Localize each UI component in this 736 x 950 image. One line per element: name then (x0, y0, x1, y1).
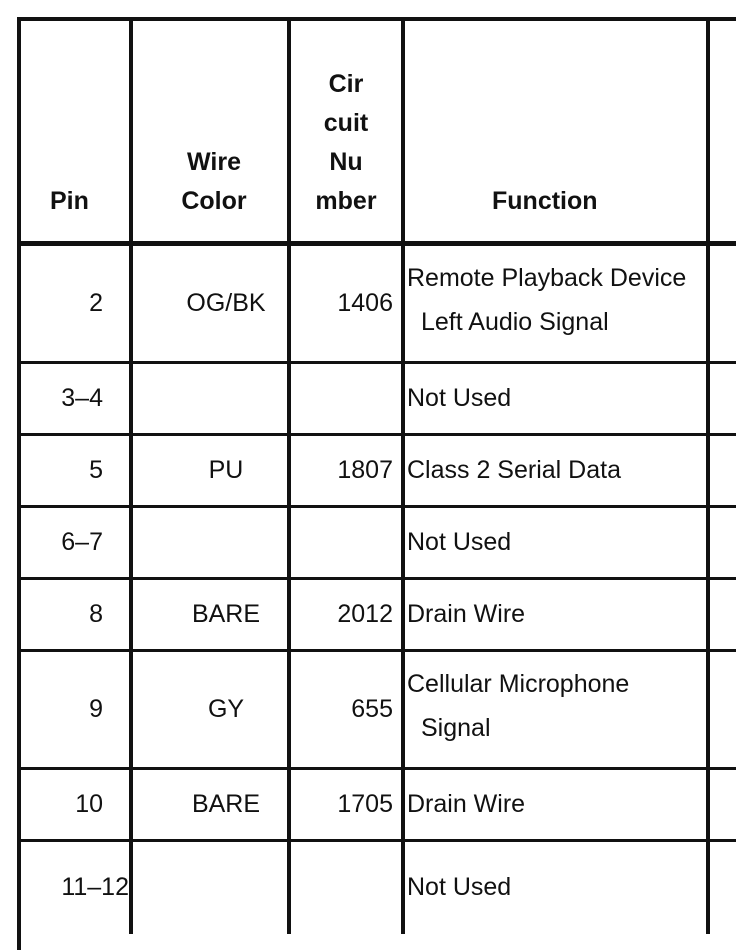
wire-color-cell (133, 652, 291, 767)
function-cell (405, 770, 710, 839)
pin-cell (21, 364, 133, 433)
circuit-number-value: 1406 (337, 288, 393, 317)
function-value: Not Used (407, 527, 512, 556)
table-row (21, 580, 736, 652)
function-cell (405, 508, 710, 577)
circuit-number-cell (291, 508, 405, 577)
wire-color-cell (133, 842, 291, 934)
wire-color-cell (133, 246, 291, 361)
wire-color-value: OG/BK (186, 288, 266, 317)
function-value: Class 2 Serial Data (407, 455, 621, 484)
circuit-number-cell (291, 436, 405, 505)
wire-color-column-header (133, 21, 291, 241)
wire-color-value: GY (207, 694, 245, 723)
wire-color-cell (133, 770, 291, 839)
function-value (405, 246, 706, 361)
wire-color-value: PU (208, 455, 244, 484)
pin-value: 9 (89, 694, 103, 723)
pin-value: 11–12 (61, 873, 129, 902)
pin-cell (21, 246, 133, 361)
connector-pinout-table (17, 17, 736, 950)
wire-color-cell (133, 364, 291, 433)
table-row (21, 364, 736, 436)
table-row (21, 842, 736, 934)
circuit-number-cell (291, 246, 405, 361)
function-cell (405, 652, 710, 767)
table-row (21, 770, 736, 842)
pin-header-label: Pin (50, 187, 89, 215)
wire-color-value: BARE (191, 599, 261, 628)
function-line-2: Left Audio Signal (421, 307, 609, 336)
circuit-number-value: 655 (351, 694, 393, 723)
pin-cell (21, 842, 133, 934)
circuit-number-cell (291, 364, 405, 433)
function-value: Not Used (407, 383, 512, 412)
function-column-header (405, 21, 710, 241)
table-row (21, 652, 736, 770)
pin-cell (21, 652, 133, 767)
table-header-row (21, 21, 736, 246)
table-row (21, 436, 736, 508)
pin-cell (21, 580, 133, 649)
table-row (21, 246, 736, 364)
pin-value: 3–4 (61, 383, 103, 412)
function-cell (405, 580, 710, 649)
function-cell (405, 364, 710, 433)
pin-cell (21, 436, 133, 505)
function-cell (405, 436, 710, 505)
function-header-label: Function (492, 187, 598, 215)
pin-value: 10 (75, 789, 103, 818)
pin-value: 6–7 (61, 527, 103, 556)
function-value: Drain Wire (407, 599, 526, 628)
circuit-number-header-label: Cir cuit Nu mber (315, 70, 377, 215)
function-value (405, 652, 706, 767)
circuit-number-value: 1807 (337, 455, 393, 484)
function-line-1: Cellular Microphone (407, 669, 630, 698)
function-line-2: Signal (421, 713, 491, 742)
circuit-number-column-header (291, 21, 405, 241)
pin-cell (21, 508, 133, 577)
function-value: Drain Wire (407, 789, 526, 818)
wire-color-header-label: Wire Color (181, 148, 247, 215)
function-cell (405, 246, 710, 361)
wire-color-value: BARE (191, 789, 261, 818)
circuit-number-cell (291, 842, 405, 934)
wire-color-cell (133, 508, 291, 577)
table-row (21, 508, 736, 580)
pin-value: 2 (89, 288, 103, 317)
wire-color-cell (133, 436, 291, 505)
circuit-number-cell (291, 580, 405, 649)
pin-column-header (21, 21, 133, 241)
function-line-1: Remote Playback Device (407, 263, 687, 292)
function-value: Not Used (407, 873, 512, 902)
wire-color-cell (133, 580, 291, 649)
pin-value: 5 (89, 455, 103, 484)
circuit-number-cell (291, 652, 405, 767)
function-cell (405, 842, 710, 934)
circuit-number-cell (291, 770, 405, 839)
circuit-number-value: 2012 (337, 599, 393, 628)
circuit-number-value: 1705 (337, 789, 393, 818)
pin-cell (21, 770, 133, 839)
pin-value: 8 (89, 599, 103, 628)
